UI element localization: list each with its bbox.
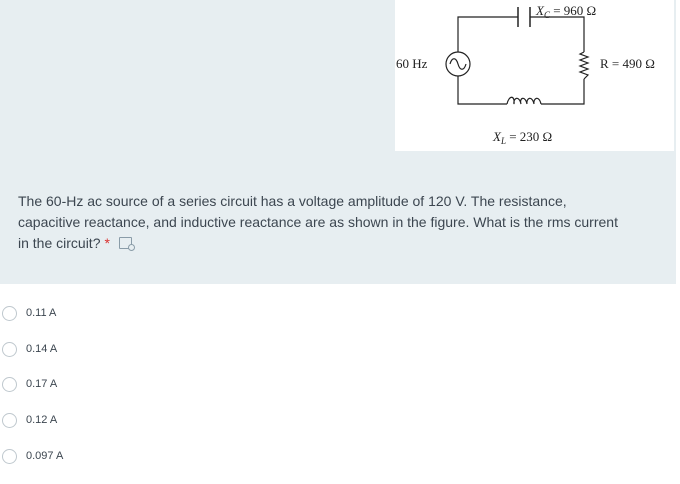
option-label: 0.11 A — [26, 307, 57, 319]
radio-button[interactable] — [2, 377, 17, 392]
top-right-wire — [530, 17, 584, 52]
circuit-diagram — [395, 0, 674, 151]
inductor-icon — [507, 97, 541, 104]
resistance-label: R = 490 Ω — [600, 56, 655, 71]
bottom-right-wire — [541, 79, 584, 104]
circuit-figure — [395, 0, 674, 151]
question-body: The 60-Hz ac source of a series circuit has a voltage amplitude of 120 V. The resistance, capacitive reactance, and inductive reactance are as shown in the figure. What is the rms current in the circuit? — [18, 193, 618, 251]
option-label: 0.14 A — [26, 343, 58, 355]
required-mark: * — [104, 235, 110, 251]
option-0-17-a[interactable] — [0, 373, 57, 395]
frequency-label: 60 Hz — [396, 56, 428, 71]
bottom-left-wire — [458, 76, 507, 104]
option-label: 0.17 A — [26, 378, 58, 390]
option-0-14-a[interactable] — [0, 338, 57, 360]
option-0-12-a[interactable] — [0, 409, 57, 431]
radio-button[interactable] — [2, 342, 17, 357]
speaker-icon[interactable] — [119, 237, 132, 249]
option-0-11-a[interactable] — [0, 302, 56, 324]
radio-button[interactable] — [2, 413, 17, 428]
option-label: 0.097 A — [26, 450, 64, 462]
inductive-reactance-label: $X_L = 230$ Ω — [493, 129, 553, 146]
capacitive-reactance-label: $X_C = 960$ Ω — [536, 3, 597, 20]
radio-button[interactable] — [2, 306, 17, 321]
option-0-097-a[interactable] — [0, 445, 63, 467]
radio-button[interactable] — [2, 449, 17, 464]
resistor-icon — [580, 52, 588, 79]
question-text — [18, 191, 628, 254]
top-left-wire — [458, 17, 518, 52]
option-label: 0.12 A — [26, 414, 58, 426]
